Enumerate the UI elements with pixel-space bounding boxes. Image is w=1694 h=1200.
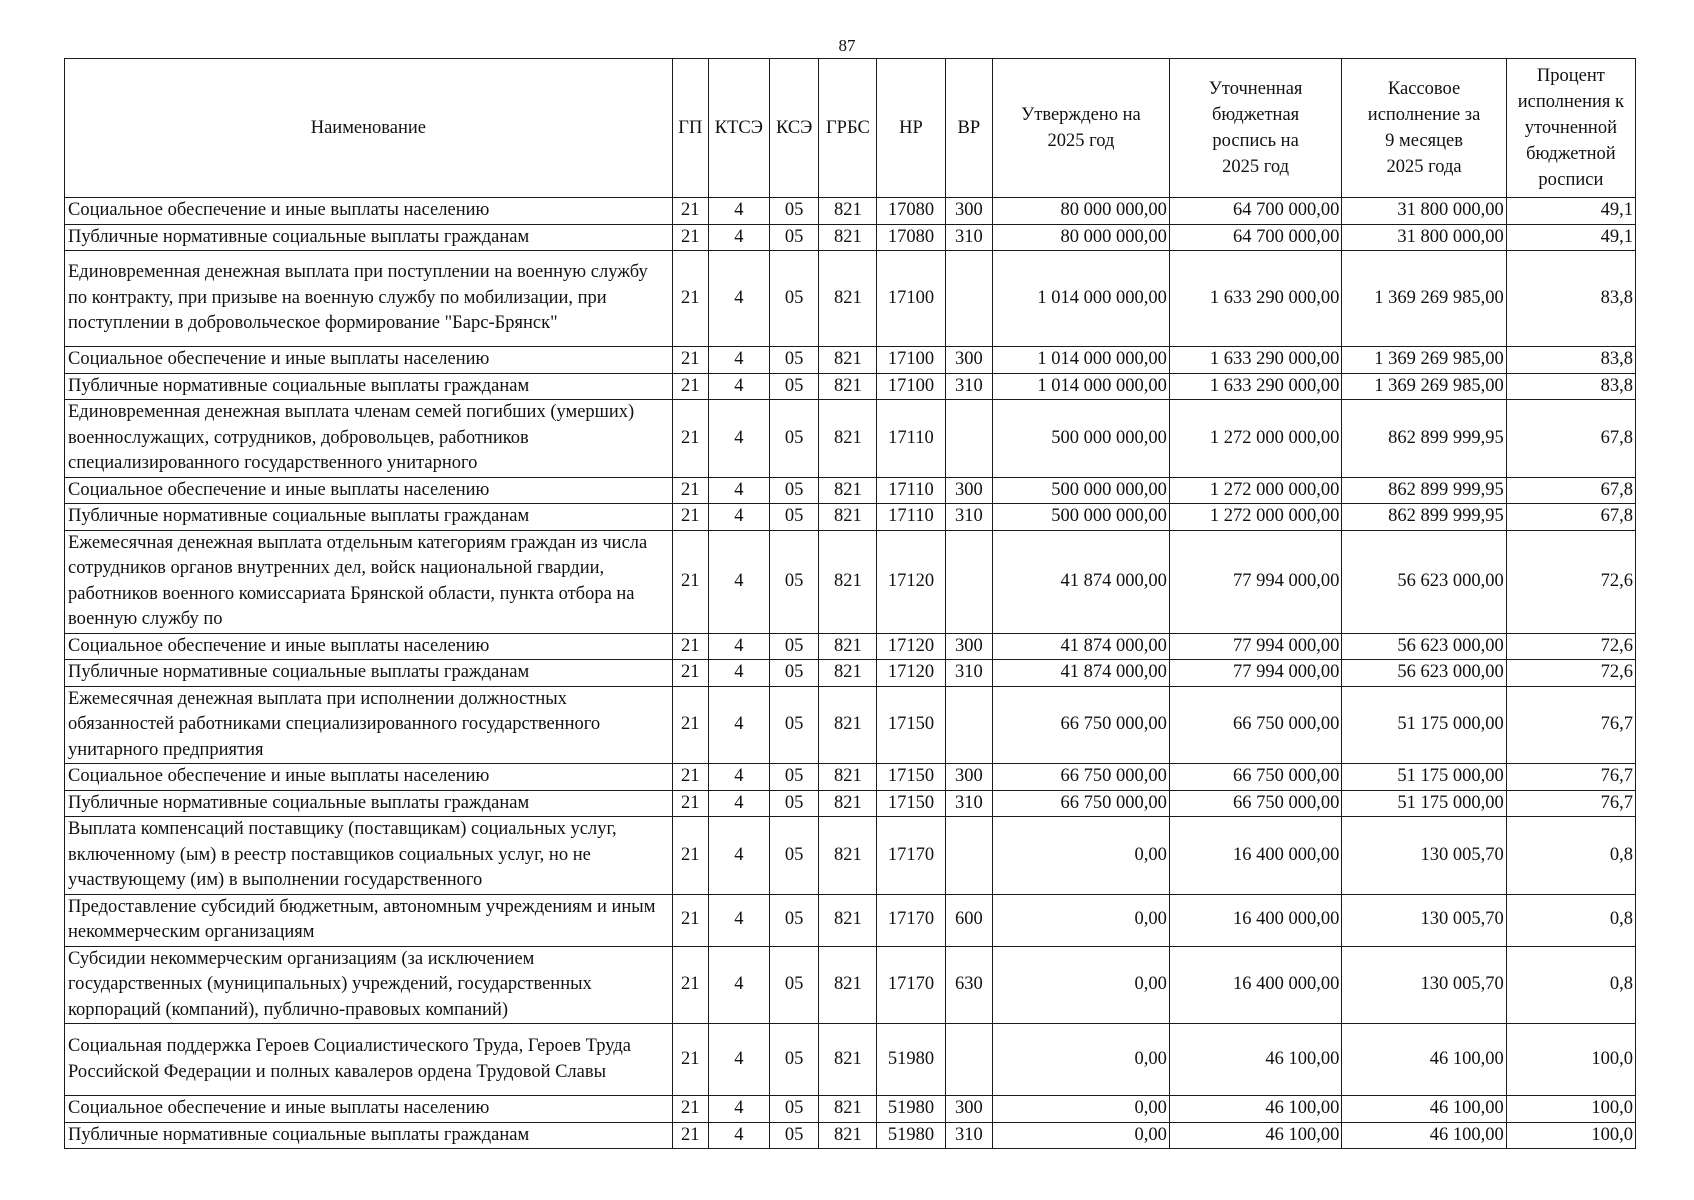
header-approved: Утверждено на 2025 год (993, 59, 1170, 198)
header-refined: Уточненная бюджетная роспись на 2025 год (1169, 59, 1342, 198)
cell-percent: 83,8 (1506, 251, 1635, 347)
cell-name: Единовременная денежная выплата при поступлении на военную службу по контракту, при призыве на военную службу по мобилизации, при поступлении в добровольческое формирование "Барс-Брянск" (65, 251, 673, 347)
cell-ktse: 4 (708, 790, 769, 817)
cell-approved: 66 750 000,00 (993, 790, 1170, 817)
cell-grbs: 821 (819, 504, 877, 531)
cell-kse: 05 (769, 1096, 819, 1123)
cell-refined: 66 750 000,00 (1169, 790, 1342, 817)
table-row (65, 347, 1636, 374)
cell-ktse: 4 (708, 660, 769, 687)
cell-vr: 600 (945, 894, 993, 946)
cell-grbs: 821 (819, 1122, 877, 1149)
cell-refined: 1 633 290 000,00 (1169, 251, 1342, 347)
table-row (65, 251, 1636, 347)
cell-kse: 05 (769, 198, 819, 225)
cell-cash: 130 005,70 (1342, 817, 1506, 895)
cell-nr: 51980 (877, 1096, 945, 1123)
cell-grbs: 821 (819, 373, 877, 400)
cell-ktse: 4 (708, 946, 769, 1024)
cell-gp: 21 (672, 1024, 708, 1096)
cell-kse: 05 (769, 660, 819, 687)
cell-name: Социальное обеспечение и иные выплаты населению (65, 477, 673, 504)
cell-vr (945, 530, 993, 633)
header-vr: ВР (945, 59, 993, 198)
cell-nr: 17170 (877, 946, 945, 1024)
cell-refined: 1 272 000 000,00 (1169, 504, 1342, 531)
cell-nr: 17110 (877, 400, 945, 478)
table-row (65, 1122, 1636, 1149)
page-number: 87 (838, 36, 856, 55)
cell-refined: 1 272 000 000,00 (1169, 400, 1342, 478)
cell-gp: 21 (672, 504, 708, 531)
cell-approved: 0,00 (993, 1096, 1170, 1123)
cell-kse: 05 (769, 400, 819, 478)
cell-nr: 17080 (877, 224, 945, 251)
cell-vr (945, 1024, 993, 1096)
header-gp: ГП (672, 59, 708, 198)
cell-vr (945, 686, 993, 764)
cell-nr: 17120 (877, 633, 945, 660)
cell-vr: 300 (945, 477, 993, 504)
cell-refined: 16 400 000,00 (1169, 817, 1342, 895)
cell-approved: 500 000 000,00 (993, 477, 1170, 504)
cell-percent: 100,0 (1506, 1024, 1635, 1096)
cell-approved: 80 000 000,00 (993, 198, 1170, 225)
cell-ktse: 4 (708, 530, 769, 633)
cell-vr: 300 (945, 198, 993, 225)
cell-name: Публичные нормативные социальные выплаты гражданам (65, 1122, 673, 1149)
cell-ktse: 4 (708, 504, 769, 531)
cell-cash: 46 100,00 (1342, 1024, 1506, 1096)
cell-nr: 51980 (877, 1024, 945, 1096)
table-row (65, 400, 1636, 478)
cell-nr: 17100 (877, 373, 945, 400)
cell-grbs: 821 (819, 251, 877, 347)
cell-name: Ежемесячная денежная выплата при исполнении должностных обязанностей работниками специализированного государственного унитарного предприятия (65, 686, 673, 764)
cell-kse: 05 (769, 251, 819, 347)
cell-approved: 0,00 (993, 817, 1170, 895)
cell-percent: 100,0 (1506, 1096, 1635, 1123)
cell-percent: 72,6 (1506, 530, 1635, 633)
cell-grbs: 821 (819, 817, 877, 895)
cell-gp: 21 (672, 198, 708, 225)
cell-vr: 310 (945, 660, 993, 687)
cell-approved: 500 000 000,00 (993, 504, 1170, 531)
cell-name: Предоставление субсидий бюджетным, автономным учреждениям и иным некоммерческим организациям (65, 894, 673, 946)
cell-vr: 300 (945, 764, 993, 791)
cell-kse: 05 (769, 686, 819, 764)
cell-gp: 21 (672, 400, 708, 478)
cell-cash: 862 899 999,95 (1342, 504, 1506, 531)
cell-name: Публичные нормативные социальные выплаты гражданам (65, 790, 673, 817)
cell-cash: 1 369 269 985,00 (1342, 251, 1506, 347)
cell-vr: 300 (945, 1096, 993, 1123)
cell-approved: 0,00 (993, 1122, 1170, 1149)
cell-ktse: 4 (708, 764, 769, 791)
cell-vr: 310 (945, 224, 993, 251)
table-row (65, 817, 1636, 895)
cell-nr: 51980 (877, 1122, 945, 1149)
cell-approved: 66 750 000,00 (993, 686, 1170, 764)
cell-kse: 05 (769, 347, 819, 374)
cell-ktse: 4 (708, 894, 769, 946)
cell-approved: 1 014 000 000,00 (993, 347, 1170, 374)
cell-vr (945, 251, 993, 347)
cell-cash: 1 369 269 985,00 (1342, 373, 1506, 400)
cell-gp: 21 (672, 224, 708, 251)
cell-gp: 21 (672, 347, 708, 374)
cell-approved: 0,00 (993, 946, 1170, 1024)
cell-kse: 05 (769, 633, 819, 660)
budget-table (64, 58, 1636, 1149)
cell-gp: 21 (672, 894, 708, 946)
cell-kse: 05 (769, 817, 819, 895)
cell-cash: 51 175 000,00 (1342, 686, 1506, 764)
header-cash: Кассовое исполнение за 9 месяцев 2025 года (1342, 59, 1506, 198)
cell-refined: 66 750 000,00 (1169, 764, 1342, 791)
cell-ktse: 4 (708, 633, 769, 660)
cell-ktse: 4 (708, 686, 769, 764)
cell-grbs: 821 (819, 224, 877, 251)
cell-grbs: 821 (819, 347, 877, 374)
table-body (65, 198, 1636, 1149)
cell-vr: 630 (945, 946, 993, 1024)
cell-nr: 17080 (877, 198, 945, 225)
cell-approved: 1 014 000 000,00 (993, 251, 1170, 347)
cell-approved: 41 874 000,00 (993, 530, 1170, 633)
cell-cash: 51 175 000,00 (1342, 764, 1506, 791)
cell-refined: 77 994 000,00 (1169, 660, 1342, 687)
cell-ktse: 4 (708, 1096, 769, 1123)
cell-ktse: 4 (708, 198, 769, 225)
table-row (65, 1024, 1636, 1096)
table-row (65, 633, 1636, 660)
cell-approved: 1 014 000 000,00 (993, 373, 1170, 400)
cell-grbs: 821 (819, 946, 877, 1024)
cell-percent: 76,7 (1506, 790, 1635, 817)
cell-name: Выплата компенсаций поставщику (поставщикам) социальных услуг, включенному (ым) в реестр поставщиков социальных услуг, но не участвующему (им) в выполнении государственного (65, 817, 673, 895)
cell-cash: 56 623 000,00 (1342, 633, 1506, 660)
cell-approved: 41 874 000,00 (993, 660, 1170, 687)
cell-ktse: 4 (708, 347, 769, 374)
cell-refined: 77 994 000,00 (1169, 530, 1342, 633)
cell-nr: 17170 (877, 817, 945, 895)
cell-cash: 862 899 999,95 (1342, 400, 1506, 478)
cell-gp: 21 (672, 817, 708, 895)
cell-cash: 56 623 000,00 (1342, 660, 1506, 687)
cell-nr: 17170 (877, 894, 945, 946)
cell-name: Публичные нормативные социальные выплаты гражданам (65, 373, 673, 400)
table-row (65, 224, 1636, 251)
cell-grbs: 821 (819, 686, 877, 764)
cell-vr (945, 400, 993, 478)
cell-vr: 310 (945, 504, 993, 531)
cell-kse: 05 (769, 790, 819, 817)
cell-gp: 21 (672, 251, 708, 347)
cell-grbs: 821 (819, 633, 877, 660)
cell-refined: 46 100,00 (1169, 1122, 1342, 1149)
cell-ktse: 4 (708, 817, 769, 895)
cell-gp: 21 (672, 660, 708, 687)
cell-vr (945, 817, 993, 895)
cell-nr: 17120 (877, 660, 945, 687)
table-row (65, 686, 1636, 764)
cell-gp: 21 (672, 686, 708, 764)
cell-nr: 17100 (877, 347, 945, 374)
cell-nr: 17150 (877, 764, 945, 791)
cell-percent: 76,7 (1506, 764, 1635, 791)
cell-name: Социальное обеспечение и иные выплаты населению (65, 633, 673, 660)
cell-refined: 1 633 290 000,00 (1169, 347, 1342, 374)
cell-approved: 0,00 (993, 894, 1170, 946)
cell-approved: 80 000 000,00 (993, 224, 1170, 251)
cell-grbs: 821 (819, 477, 877, 504)
cell-cash: 46 100,00 (1342, 1122, 1506, 1149)
cell-cash: 51 175 000,00 (1342, 790, 1506, 817)
header-grbs: ГРБС (819, 59, 877, 198)
table-row (65, 764, 1636, 791)
cell-grbs: 821 (819, 764, 877, 791)
cell-kse: 05 (769, 946, 819, 1024)
header-percent: Процент исполнения к уточненной бюджетной росписи (1506, 59, 1635, 198)
cell-percent: 67,8 (1506, 477, 1635, 504)
cell-nr: 17150 (877, 686, 945, 764)
cell-gp: 21 (672, 373, 708, 400)
cell-refined: 46 100,00 (1169, 1024, 1342, 1096)
cell-ktse: 4 (708, 1122, 769, 1149)
cell-grbs: 821 (819, 530, 877, 633)
cell-refined: 66 750 000,00 (1169, 686, 1342, 764)
cell-gp: 21 (672, 946, 708, 1024)
cell-grbs: 821 (819, 894, 877, 946)
cell-name: Публичные нормативные социальные выплаты гражданам (65, 660, 673, 687)
cell-nr: 17110 (877, 477, 945, 504)
cell-ktse: 4 (708, 251, 769, 347)
cell-approved: 66 750 000,00 (993, 764, 1170, 791)
cell-percent: 100,0 (1506, 1122, 1635, 1149)
cell-ktse: 4 (708, 224, 769, 251)
cell-name: Социальное обеспечение и иные выплаты населению (65, 1096, 673, 1123)
cell-name: Социальное обеспечение и иные выплаты населению (65, 764, 673, 791)
cell-kse: 05 (769, 1024, 819, 1096)
cell-percent: 83,8 (1506, 347, 1635, 374)
cell-cash: 130 005,70 (1342, 946, 1506, 1024)
cell-cash: 31 800 000,00 (1342, 198, 1506, 225)
table-row (65, 530, 1636, 633)
cell-gp: 21 (672, 1122, 708, 1149)
cell-name: Ежемесячная денежная выплата отдельным категориям граждан из числа сотрудников органов внутренних дел, войск национальной гвардии, работников военного комиссариата Брянской области, пункта отбора на военную службу по (65, 530, 673, 633)
cell-vr: 310 (945, 1122, 993, 1149)
cell-name: Социальное обеспечение и иные выплаты населению (65, 347, 673, 374)
cell-ktse: 4 (708, 373, 769, 400)
cell-gp: 21 (672, 1096, 708, 1123)
cell-kse: 05 (769, 1122, 819, 1149)
cell-approved: 0,00 (993, 1024, 1170, 1096)
cell-percent: 67,8 (1506, 400, 1635, 478)
cell-percent: 83,8 (1506, 373, 1635, 400)
cell-kse: 05 (769, 224, 819, 251)
cell-gp: 21 (672, 633, 708, 660)
cell-cash: 1 369 269 985,00 (1342, 347, 1506, 374)
cell-percent: 0,8 (1506, 817, 1635, 895)
cell-kse: 05 (769, 477, 819, 504)
cell-refined: 64 700 000,00 (1169, 198, 1342, 225)
table-row (65, 790, 1636, 817)
table-row (65, 373, 1636, 400)
cell-refined: 16 400 000,00 (1169, 946, 1342, 1024)
cell-vr: 310 (945, 790, 993, 817)
table-row (65, 660, 1636, 687)
cell-gp: 21 (672, 530, 708, 633)
cell-percent: 67,8 (1506, 504, 1635, 531)
cell-refined: 16 400 000,00 (1169, 894, 1342, 946)
cell-cash: 862 899 999,95 (1342, 477, 1506, 504)
cell-cash: 56 623 000,00 (1342, 530, 1506, 633)
cell-name: Публичные нормативные социальные выплаты гражданам (65, 224, 673, 251)
cell-nr: 17110 (877, 504, 945, 531)
cell-percent: 0,8 (1506, 946, 1635, 1024)
table-row (65, 894, 1636, 946)
cell-grbs: 821 (819, 790, 877, 817)
cell-ktse: 4 (708, 477, 769, 504)
cell-kse: 05 (769, 504, 819, 531)
table-row (65, 1096, 1636, 1123)
cell-approved: 41 874 000,00 (993, 633, 1170, 660)
cell-refined: 46 100,00 (1169, 1096, 1342, 1123)
cell-grbs: 821 (819, 1024, 877, 1096)
cell-name: Публичные нормативные социальные выплаты гражданам (65, 504, 673, 531)
cell-nr: 17100 (877, 251, 945, 347)
cell-refined: 1 633 290 000,00 (1169, 373, 1342, 400)
cell-cash: 31 800 000,00 (1342, 224, 1506, 251)
cell-ktse: 4 (708, 1024, 769, 1096)
table-row (65, 477, 1636, 504)
header-name: Наименование (65, 59, 673, 198)
header-kse: КСЭ (769, 59, 819, 198)
cell-kse: 05 (769, 764, 819, 791)
cell-refined: 77 994 000,00 (1169, 633, 1342, 660)
cell-percent: 72,6 (1506, 660, 1635, 687)
cell-cash: 130 005,70 (1342, 894, 1506, 946)
cell-grbs: 821 (819, 660, 877, 687)
cell-ktse: 4 (708, 400, 769, 478)
cell-refined: 64 700 000,00 (1169, 224, 1342, 251)
table-header-row (65, 59, 1636, 198)
cell-name: Субсидии некоммерческим организациям (за исключением государственных (муниципальных) учреждений, государственных корпораций (компаний), публично-правовых компаний) (65, 946, 673, 1024)
cell-percent: 72,6 (1506, 633, 1635, 660)
cell-vr: 300 (945, 633, 993, 660)
table-row (65, 946, 1636, 1024)
table-row (65, 504, 1636, 531)
cell-grbs: 821 (819, 198, 877, 225)
cell-name: Единовременная денежная выплата членам семей погибших (умерших) военнослужащих, сотрудников, добровольцев, работников специализированного государственного унитарного (65, 400, 673, 478)
cell-vr: 300 (945, 347, 993, 374)
cell-refined: 1 272 000 000,00 (1169, 477, 1342, 504)
cell-gp: 21 (672, 477, 708, 504)
header-ktse: КТСЭ (708, 59, 769, 198)
cell-percent: 49,1 (1506, 224, 1635, 251)
cell-gp: 21 (672, 790, 708, 817)
cell-nr: 17150 (877, 790, 945, 817)
table-row (65, 198, 1636, 225)
cell-kse: 05 (769, 373, 819, 400)
cell-kse: 05 (769, 894, 819, 946)
cell-approved: 500 000 000,00 (993, 400, 1170, 478)
cell-percent: 0,8 (1506, 894, 1635, 946)
cell-gp: 21 (672, 764, 708, 791)
cell-grbs: 821 (819, 1096, 877, 1123)
cell-cash: 46 100,00 (1342, 1096, 1506, 1123)
cell-nr: 17120 (877, 530, 945, 633)
cell-name: Социальная поддержка Героев Социалистического Труда, Героев Труда Российской Федерации и полных кавалеров ордена Трудовой Славы (65, 1024, 673, 1096)
header-nr: НР (877, 59, 945, 198)
cell-name: Социальное обеспечение и иные выплаты населению (65, 198, 673, 225)
cell-percent: 49,1 (1506, 198, 1635, 225)
cell-percent: 76,7 (1506, 686, 1635, 764)
cell-grbs: 821 (819, 400, 877, 478)
cell-vr: 310 (945, 373, 993, 400)
cell-kse: 05 (769, 530, 819, 633)
